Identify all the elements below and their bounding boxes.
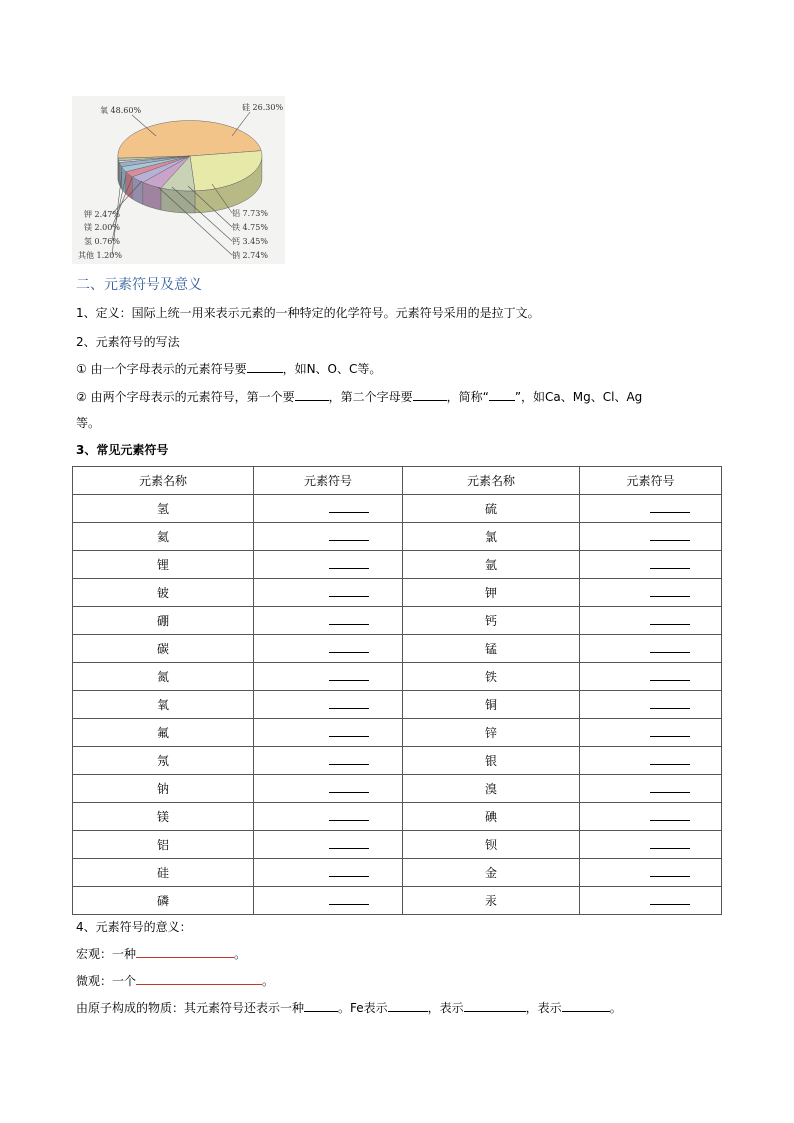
table-row [73,663,722,691]
fill-blank[interactable] [247,361,283,373]
pie-label: 钠 2.74% [232,251,268,260]
table-row [73,831,722,859]
element-name-cell: 汞 [403,887,580,915]
rule-two-text-a: ② 由两个字母表示的元素符号，第一个要 [76,390,295,404]
fill-blank[interactable] [329,652,369,653]
element-name-cell: 硫 [403,495,580,523]
symbol-blank-cell[interactable] [580,887,722,915]
table-row [73,775,722,803]
symbol-blank-cell[interactable] [254,775,403,803]
element-name-cell: 氮 [73,663,254,691]
symbol-blank-cell[interactable] [580,663,722,691]
rule-two [76,388,642,405]
element-name-cell: 磷 [73,887,254,915]
element-name-cell: 硅 [73,859,254,887]
pie-label: 钙 3.45% [232,237,268,246]
table-row [73,719,722,747]
fill-blank[interactable] [650,820,690,821]
atom-text-d: ，表示 [525,1001,562,1015]
element-name-cell: 硼 [73,607,254,635]
fill-blank[interactable] [329,792,369,793]
fill-blank[interactable] [329,624,369,625]
element-name-cell: 钾 [403,579,580,607]
fill-blank[interactable] [329,540,369,541]
pie-label: 铁 4.75% [232,223,268,232]
atom-text-b: 。Fe表示 [338,1001,388,1015]
element-abundance-pie-chart [72,96,285,264]
pie-label: 氢 0.76% [84,237,120,246]
fill-blank[interactable] [650,876,690,877]
fill-blank[interactable] [329,708,369,709]
table-row [73,579,722,607]
element-name-cell: 钠 [73,775,254,803]
fill-blank[interactable] [329,512,369,513]
element-name-cell: 银 [403,747,580,775]
fill-blank[interactable] [464,1000,526,1012]
symbol-blank-cell[interactable] [254,607,403,635]
fill-blank[interactable] [329,680,369,681]
micro-end: 。 [262,974,275,988]
symbol-blank-cell[interactable] [580,859,722,887]
element-name-cell: 氦 [73,523,254,551]
fill-blank[interactable] [413,389,447,401]
fill-blank[interactable] [329,876,369,877]
symbol-blank-cell[interactable] [580,495,722,523]
element-name-cell: 铍 [73,579,254,607]
element-name-cell: 氖 [73,747,254,775]
symbol-blank-cell[interactable] [580,831,722,859]
pie-label: 氧 48.60% [100,106,142,115]
header-cell: 元素名称 [403,467,580,495]
element-symbol-table [72,466,722,915]
table-row [73,859,722,887]
fill-blank[interactable] [650,736,690,737]
symbol-blank-cell[interactable] [254,495,403,523]
symbol-blank-cell[interactable] [580,523,722,551]
table-row [73,691,722,719]
atom-text-c: ，表示 [427,1001,464,1015]
pie-label: 其他 1.20% [78,251,122,260]
table-row [73,635,722,663]
rule-two-text-c: ，简称“ [446,390,489,404]
fill-blank[interactable] [650,708,690,709]
macro-text: 宏观：一种 [76,947,137,961]
element-name-cell: 钡 [403,831,580,859]
fill-blank[interactable] [295,389,329,401]
micro-line [76,972,274,989]
symbol-blank-cell[interactable] [254,831,403,859]
element-name-cell: 氢 [73,495,254,523]
element-name-cell: 溴 [403,775,580,803]
symbol-blank-cell[interactable] [254,523,403,551]
table-row [73,607,722,635]
element-name-cell: 铝 [73,831,254,859]
fill-blank[interactable] [329,596,369,597]
symbol-blank-cell[interactable] [254,691,403,719]
fill-blank[interactable] [650,596,690,597]
fill-blank[interactable] [650,764,690,765]
table-header-row [73,467,722,495]
element-name-cell: 镁 [73,803,254,831]
fill-blank[interactable] [650,512,690,513]
pie-label: 铝 7.73% [232,209,268,218]
element-name-cell: 铁 [403,663,580,691]
atom-line [76,999,622,1016]
symbol-blank-cell[interactable] [580,579,722,607]
pie-label: 钾 2.47% [84,210,120,219]
fill-blank[interactable] [329,848,369,849]
micro-text: 微观：一个 [76,974,137,988]
symbol-blank-cell[interactable] [254,887,403,915]
fill-blank[interactable] [650,652,690,653]
element-name-cell: 锂 [73,551,254,579]
table-row [73,523,722,551]
rule-two-text-d: ”，如Ca、Mg、Cl、Ag [514,390,643,404]
symbol-blank-cell[interactable] [580,747,722,775]
element-name-cell: 锌 [403,719,580,747]
symbol-blank-cell[interactable] [254,859,403,887]
fill-blank[interactable] [650,680,690,681]
atom-text-e: 。 [609,1001,622,1015]
rule-one-text-a: ① 由一个字母表示的元素符号要 [76,362,247,376]
fill-blank[interactable] [650,568,690,569]
fill-blank[interactable] [650,848,690,849]
symbol-blank-cell[interactable] [580,691,722,719]
element-name-cell: 锰 [403,635,580,663]
fill-blank[interactable] [329,568,369,569]
table-row [73,551,722,579]
symbol-blank-cell[interactable] [580,551,722,579]
element-name-cell: 铜 [403,691,580,719]
macro-line [76,945,246,962]
section-heading: 二、元素符号及意义 [76,277,202,293]
symbol-blank-cell[interactable] [254,579,403,607]
symbol-blank-cell[interactable] [254,747,403,775]
fill-blank[interactable] [329,764,369,765]
symbol-blank-cell[interactable] [580,607,722,635]
fill-blank[interactable] [329,736,369,737]
symbol-blank-cell[interactable] [254,635,403,663]
definition-text: 1、定义：国际上统一用来表示元素的一种特定的化学符号。元素符号采用的是拉丁文。 [76,306,540,320]
writing-title: 2、元素符号的写法 [76,335,180,349]
element-name-cell: 钙 [403,607,580,635]
fill-blank[interactable] [562,1000,610,1012]
element-name-cell: 氟 [73,719,254,747]
element-name-cell: 碳 [73,635,254,663]
symbol-blank-cell[interactable] [254,803,403,831]
header-cell: 元素符号 [580,467,722,495]
fill-blank[interactable] [329,820,369,821]
rule-two-text-b: ，第二个字母要 [328,390,413,404]
atom-text-a: 由原子构成的物质：其元素符号还表示一种 [76,1001,305,1015]
symbol-blank-cell[interactable] [254,719,403,747]
rule-one [76,360,381,377]
element-name-cell: 金 [403,859,580,887]
fill-blank[interactable] [489,389,515,401]
symbol-blank-cell[interactable] [254,663,403,691]
macro-end: 。 [234,947,247,961]
header-cell: 元素名称 [73,467,254,495]
pie-side [161,188,195,213]
fill-blank[interactable] [136,973,262,985]
table-row [73,803,722,831]
fill-blank[interactable] [650,792,690,793]
fill-blank[interactable] [329,904,369,905]
pie-side [118,158,119,183]
common-symbols-title: 3、常见元素符号 [76,443,169,457]
table-row [73,747,722,775]
rule-two-cont: 等。 [76,416,101,430]
table-row [73,495,722,523]
symbol-blank-cell[interactable] [580,719,722,747]
element-name-cell: 碘 [403,803,580,831]
element-name-cell: 氧 [73,691,254,719]
element-name-cell: 氯 [403,523,580,551]
fill-blank[interactable] [650,624,690,625]
pie-label: 镁 2.00% [84,223,120,232]
fill-blank[interactable] [136,946,234,958]
symbol-blank-cell[interactable] [580,803,722,831]
rule-one-text-b: ，如N、O、C等。 [282,362,382,376]
symbol-blank-cell[interactable] [580,635,722,663]
fill-blank[interactable] [304,1000,338,1012]
fill-blank[interactable] [650,540,690,541]
pie-label: 硅 26.30% [242,103,284,112]
meaning-title: 4、元素符号的意义： [76,920,192,934]
fill-blank[interactable] [650,904,690,905]
fill-blank[interactable] [388,1000,428,1012]
symbol-blank-cell[interactable] [254,551,403,579]
table-row [73,887,722,915]
header-cell: 元素符号 [254,467,403,495]
symbol-blank-cell[interactable] [580,775,722,803]
element-name-cell: 氩 [403,551,580,579]
